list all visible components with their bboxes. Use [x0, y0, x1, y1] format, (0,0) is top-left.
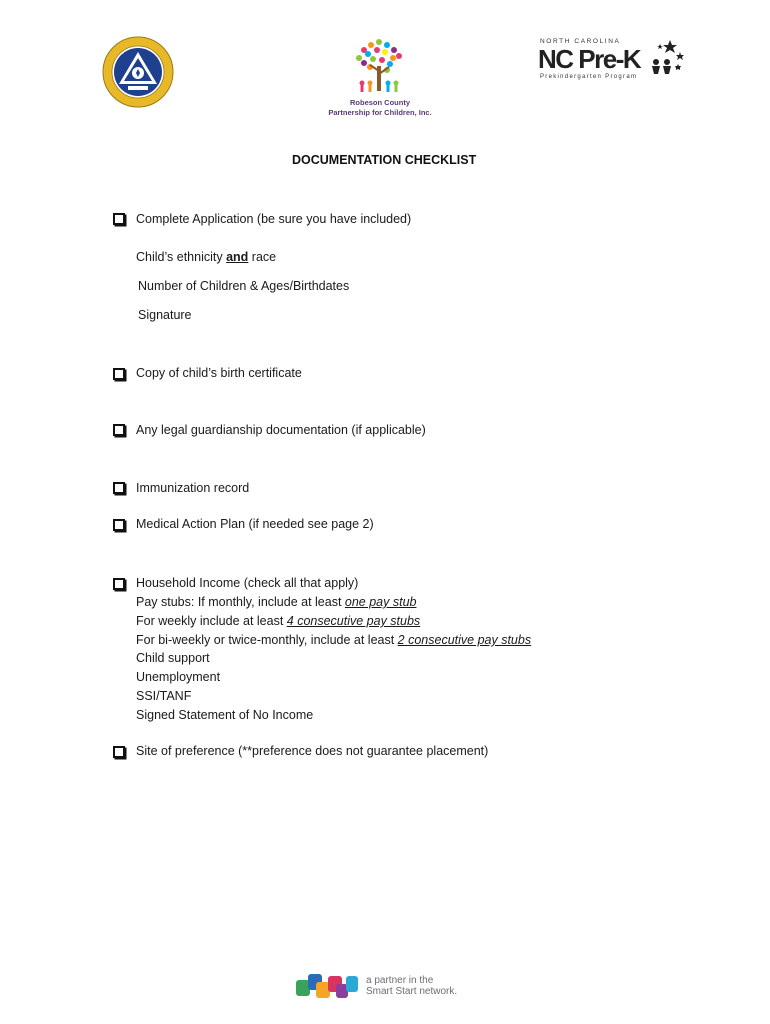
partner-text-line1: a partner in the	[366, 975, 434, 986]
paystubs-emphasis: one pay stub	[344, 595, 417, 609]
item-paystubs-monthly	[136, 595, 417, 610]
checkbox-immunization[interactable]	[113, 482, 125, 494]
item-site-preference: Site of preference (**preference does not guarantee placement)	[136, 744, 489, 758]
checkbox-site-preference[interactable]	[113, 746, 125, 758]
weekly-emphasis: 4 consecutive pay stubs	[286, 614, 421, 628]
item-paystubs-weekly	[136, 614, 420, 629]
checkbox-household-income[interactable]	[113, 578, 125, 590]
item-medical-action: Medical Action Plan (if needed see page 2)	[136, 517, 374, 531]
ethnicity-and-emphasis: and	[226, 250, 249, 264]
ncprek-main-text: NC Pre-K	[538, 44, 641, 74]
weekly-text: For weekly include at least	[136, 614, 287, 628]
item-ssi-tanf: SSI/TANF	[136, 689, 192, 703]
item-guardianship: Any legal guardianship documentation (if applicable)	[136, 423, 426, 437]
paystubs-text: Pay stubs: If monthly, include at least	[136, 595, 345, 609]
item-children-ages: Number of Children & Ages/Birthdates	[138, 279, 350, 293]
partnership-name-line2: Partnership for Children, Inc.	[328, 108, 432, 117]
checkbox-guardianship[interactable]	[113, 424, 125, 436]
ncprek-top-text: NORTH CAROLINA	[540, 38, 621, 45]
smart-start-logo	[296, 972, 368, 1000]
item-no-income: Signed Statement of No Income	[136, 708, 314, 722]
partner-text-line2: Smart Start network.	[366, 986, 458, 997]
item-birth-certificate: Copy of child’s birth certificate	[136, 366, 302, 380]
item-immunization: Immunization record	[136, 481, 250, 495]
item-signature: Signature	[138, 308, 192, 322]
biweekly-emphasis: 2 consecutive pay stubs	[397, 633, 532, 647]
star-icon	[648, 38, 686, 78]
partnership-name-line1: Robeson County	[350, 98, 410, 107]
page-title: DOCUMENTATION CHECKLIST	[292, 153, 477, 167]
item-household-income: Household Income (check all that apply)	[136, 576, 359, 590]
ethnicity-text-post: race	[248, 250, 277, 264]
biweekly-text: For bi-weekly or twice-monthly, include at least	[136, 633, 398, 647]
checkbox-birth-certificate[interactable]	[113, 368, 125, 380]
ncprek-logo	[536, 38, 686, 84]
item-paystubs-biweekly	[136, 633, 531, 648]
item-unemployment: Unemployment	[136, 670, 221, 684]
item-child-support: Child support	[136, 651, 210, 665]
school-seal-logo	[102, 36, 174, 108]
checkbox-application[interactable]	[113, 213, 125, 225]
checkbox-medical-action[interactable]	[113, 519, 125, 531]
ncprek-sub-text: Prekindergarten Program	[540, 74, 638, 80]
item-ethnicity	[136, 250, 276, 265]
partnership-tree-logo	[344, 36, 414, 98]
item-application: Complete Application (be sure you have included)	[136, 212, 412, 226]
ethnicity-text-pre: Child’s ethnicity	[136, 250, 227, 264]
